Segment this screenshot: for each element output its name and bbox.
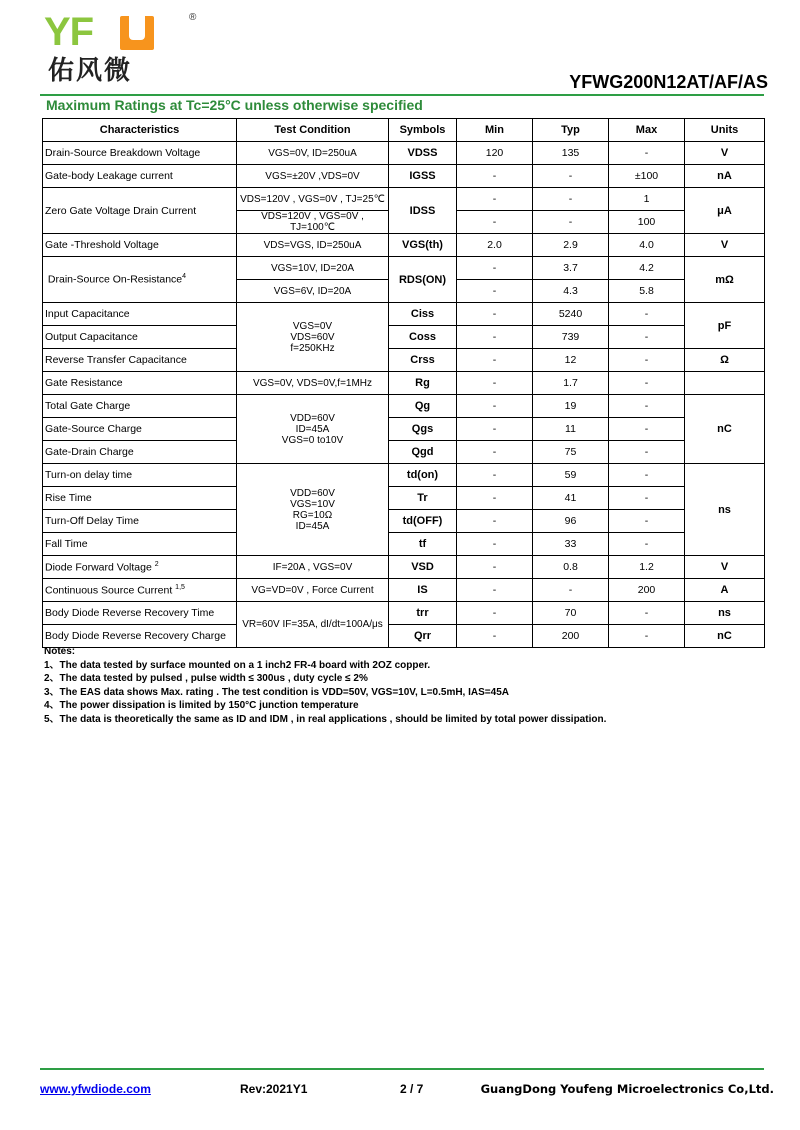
section-title: Maximum Ratings at Tc=25°C unless otherwise specified: [46, 97, 423, 113]
min-value: 2.0: [457, 234, 533, 257]
test-condition: VGS=0V, VDS=0V,f=1MHz: [237, 372, 389, 395]
min-value: -: [457, 257, 533, 280]
logo-u-mark: [120, 16, 154, 50]
table-row: [43, 165, 765, 188]
characteristic: Body Diode Reverse Recovery Charge: [43, 625, 237, 648]
symbol: IS: [389, 579, 457, 602]
test-condition: VGS=6V, ID=20A: [237, 280, 389, 303]
test-condition: [237, 395, 389, 464]
characteristic-text: Drain-Source On-Resistance: [47, 273, 183, 286]
min-value: -: [457, 280, 533, 303]
characteristic: Drain-Source Breakdown Voltage: [43, 142, 237, 165]
max-value: 1.2: [609, 556, 685, 579]
typ-value: 739: [533, 326, 609, 349]
typ-value: 75: [533, 441, 609, 464]
condition-line: VGS=0V: [292, 320, 333, 332]
revision: Rev:2021Y1: [240, 1082, 308, 1096]
unit: V: [685, 556, 765, 579]
typ-value: 5240: [533, 303, 609, 326]
max-value: 4.2: [609, 257, 685, 280]
characteristic: Gate Resistance: [43, 372, 237, 395]
note-item: 2、The data tested by pulsed , pulse width ≤ 300us , duty cycle ≤ 2%: [44, 673, 368, 685]
test-condition: VGS=±20V ,VDS=0V: [237, 165, 389, 188]
table-row: [43, 418, 765, 441]
logo-letters: YF: [44, 10, 94, 54]
typ-value: 70: [533, 602, 609, 625]
table-row: [43, 464, 765, 487]
characteristic-text: Diode Forward Voltage: [45, 561, 152, 574]
min-value: -: [457, 625, 533, 648]
characteristic: [43, 579, 237, 602]
unit: mΩ: [685, 257, 765, 303]
table-header-row: [43, 119, 765, 142]
table-row: [43, 533, 765, 556]
characteristic: Zero Gate Voltage Drain Current: [43, 188, 237, 234]
max-value: -: [609, 326, 685, 349]
unit: nC: [685, 395, 765, 464]
condition-line: f=250KHz: [290, 342, 335, 354]
min-value: -: [457, 464, 533, 487]
test-condition: VDS=120V , VGS=0V , TJ=25℃: [237, 188, 389, 211]
column-header: Test Condition: [237, 119, 389, 142]
condition-line: VDD=60V: [290, 487, 335, 499]
column-header: Symbols: [389, 119, 457, 142]
max-value: 4.0: [609, 234, 685, 257]
typ-value: -: [533, 579, 609, 602]
table-row: [43, 234, 765, 257]
min-value: -: [457, 188, 533, 211]
max-value: -: [609, 625, 685, 648]
characteristic: [43, 257, 237, 303]
note-ref: 1,5: [175, 583, 185, 591]
table-row: [43, 579, 765, 602]
characteristic: Turn-Off Delay Time: [43, 510, 237, 533]
test-condition: VDS=VGS, ID=250uA: [237, 234, 389, 257]
symbol: Tr: [389, 487, 457, 510]
unit: [685, 372, 765, 395]
typ-value: 33: [533, 533, 609, 556]
condition-line: RG=10Ω: [292, 509, 333, 521]
typ-value: 59: [533, 464, 609, 487]
characteristic: Body Diode Reverse Recovery Time: [43, 602, 237, 625]
note-item: 1、The data tested by surface mounted on a 1 inch2 FR-4 board with 2OZ copper.: [44, 659, 431, 671]
characteristic: Input Capacitance: [43, 303, 237, 326]
unit: ns: [685, 602, 765, 625]
min-value: -: [457, 395, 533, 418]
symbol: Ciss: [389, 303, 457, 326]
symbol: tf: [389, 533, 457, 556]
symbol: td(OFF): [389, 510, 457, 533]
min-value: -: [457, 602, 533, 625]
typ-value: 41: [533, 487, 609, 510]
typ-value: 3.7: [533, 257, 609, 280]
symbol: Rg: [389, 372, 457, 395]
typ-value: 2.9: [533, 234, 609, 257]
symbol: Crss: [389, 349, 457, 372]
min-value: -: [457, 165, 533, 188]
unit: nC: [685, 625, 765, 648]
table-row: [43, 257, 765, 280]
note-item: 3、The EAS data shows Max. rating . The test condition is VDD=50V, VGS=10V, L=0.5mH, IAS=45A: [44, 686, 509, 698]
min-value: -: [457, 303, 533, 326]
table-row: [43, 556, 765, 579]
unit: μA: [685, 188, 765, 234]
max-value: -: [609, 372, 685, 395]
characteristic: Gate-Drain Charge: [43, 441, 237, 464]
part-number: YFWG200N12AT/AF/AS: [569, 72, 768, 92]
typ-value: -: [533, 188, 609, 211]
condition-line: VDD=60V: [290, 412, 335, 424]
condition-line: VGS=10V: [290, 498, 335, 510]
column-header: Min: [457, 119, 533, 142]
characteristic: Reverse Transfer Capacitance: [43, 349, 237, 372]
table-row: [43, 349, 765, 372]
test-condition: VGS=0V, ID=250uA: [237, 142, 389, 165]
max-value: 1: [609, 188, 685, 211]
max-value: -: [609, 533, 685, 556]
typ-value: 1.7: [533, 372, 609, 395]
characteristic: [43, 556, 237, 579]
condition-line: ID=45A: [295, 520, 330, 532]
note-item: 5、The data is theoretically the same as ID and IDM , in real applications , should be limited by total power dissipation.: [44, 713, 607, 725]
table-row: [43, 142, 765, 165]
max-value: 100: [609, 211, 685, 234]
unit: ns: [685, 464, 765, 556]
table-row: [43, 487, 765, 510]
typ-value: 96: [533, 510, 609, 533]
symbol: IGSS: [389, 165, 457, 188]
min-value: -: [457, 441, 533, 464]
unit: Ω: [685, 349, 765, 372]
min-value: -: [457, 510, 533, 533]
characteristic: Output Capacitance: [43, 326, 237, 349]
table-row: [43, 395, 765, 418]
max-value: -: [609, 602, 685, 625]
min-value: -: [457, 533, 533, 556]
min-value: -: [457, 211, 533, 234]
min-value: 120: [457, 142, 533, 165]
typ-value: 4.3: [533, 280, 609, 303]
symbol: IDSS: [389, 188, 457, 234]
max-value: -: [609, 441, 685, 464]
min-value: -: [457, 556, 533, 579]
min-value: -: [457, 326, 533, 349]
test-condition: VR=60V IF=35A, dI/dt=100A/μs: [237, 602, 389, 648]
note-ref: 2: [154, 560, 159, 568]
symbol: Coss: [389, 326, 457, 349]
notes-section: [44, 645, 606, 727]
condition-line: VDS=60V: [290, 331, 335, 343]
unit: pF: [685, 303, 765, 349]
max-value: 200: [609, 579, 685, 602]
min-value: -: [457, 372, 533, 395]
table-row: [43, 188, 765, 211]
website-link[interactable]: www.yfwdiode.com: [40, 1082, 151, 1096]
test-condition: IF=20A , VGS=0V: [237, 556, 389, 579]
page-number: 2 / 7: [400, 1082, 424, 1096]
min-value: -: [457, 349, 533, 372]
condition-line: ID=45A: [295, 423, 330, 435]
test-condition: VGS=10V, ID=20A: [237, 257, 389, 280]
characteristic: Turn-on delay time: [43, 464, 237, 487]
column-header: Characteristics: [43, 119, 237, 142]
max-value: -: [609, 487, 685, 510]
table-row: [43, 441, 765, 464]
typ-value: 11: [533, 418, 609, 441]
notes-title: Notes:: [44, 646, 76, 657]
typ-value: 0.8: [533, 556, 609, 579]
characteristic: Rise Time: [43, 487, 237, 510]
unit: A: [685, 579, 765, 602]
note-ref: 4: [182, 273, 187, 281]
column-header: Typ: [533, 119, 609, 142]
table-row: [43, 602, 765, 625]
symbol: td(on): [389, 464, 457, 487]
symbol: VGS(th): [389, 234, 457, 257]
max-value: -: [609, 464, 685, 487]
specifications-table: [42, 118, 765, 648]
column-header: Max: [609, 119, 685, 142]
max-value: -: [609, 349, 685, 372]
table-row: [43, 303, 765, 326]
column-header: Units: [685, 119, 765, 142]
typ-value: 12: [533, 349, 609, 372]
characteristic: Gate -Threshold Voltage: [43, 234, 237, 257]
typ-value: 200: [533, 625, 609, 648]
symbol: Qgd: [389, 441, 457, 464]
min-value: -: [457, 487, 533, 510]
note-item: 4、The power dissipation is limited by 150°C junction temperature: [44, 700, 359, 712]
typ-value: -: [533, 165, 609, 188]
test-condition: [237, 303, 389, 372]
typ-value: 135: [533, 142, 609, 165]
symbol: Qgs: [389, 418, 457, 441]
typ-value: 19: [533, 395, 609, 418]
max-value: -: [609, 395, 685, 418]
condition-line: VGS=0 to10V: [281, 434, 344, 446]
symbol: trr: [389, 602, 457, 625]
typ-value: -: [533, 211, 609, 234]
symbol: Qg: [389, 395, 457, 418]
unit: nA: [685, 165, 765, 188]
logo-chinese-name: 佑风微: [48, 56, 133, 86]
min-value: -: [457, 418, 533, 441]
header-divider: [40, 94, 764, 96]
unit: V: [685, 234, 765, 257]
table-row: [43, 326, 765, 349]
symbol: VDSS: [389, 142, 457, 165]
max-value: ±100: [609, 165, 685, 188]
footer-divider: [40, 1068, 764, 1070]
max-value: -: [609, 142, 685, 165]
table-row: [43, 372, 765, 395]
symbol: VSD: [389, 556, 457, 579]
test-condition: VDS=120V , VGS=0V , TJ=100℃: [237, 211, 389, 234]
test-condition: [237, 464, 389, 556]
table-row: [43, 510, 765, 533]
test-condition: VG=VD=0V , Force Current: [237, 579, 389, 602]
symbol: RDS(ON): [389, 257, 457, 303]
company-name: GuangDong Youfeng Microelectronics Co,Ltd.: [480, 1082, 774, 1096]
max-value: -: [609, 418, 685, 441]
symbol: Qrr: [389, 625, 457, 648]
characteristic: Fall Time: [43, 533, 237, 556]
max-value: -: [609, 303, 685, 326]
min-value: -: [457, 579, 533, 602]
characteristic: Gate-body Leakage current: [43, 165, 237, 188]
characteristic: Total Gate Charge: [43, 395, 237, 418]
characteristic: Gate-Source Charge: [43, 418, 237, 441]
max-value: -: [609, 510, 685, 533]
characteristic-text: Continuous Source Current: [45, 584, 173, 597]
company-logo: [44, 10, 197, 92]
max-value: 5.8: [609, 280, 685, 303]
unit: V: [685, 142, 765, 165]
registered-mark: ®: [189, 12, 197, 23]
